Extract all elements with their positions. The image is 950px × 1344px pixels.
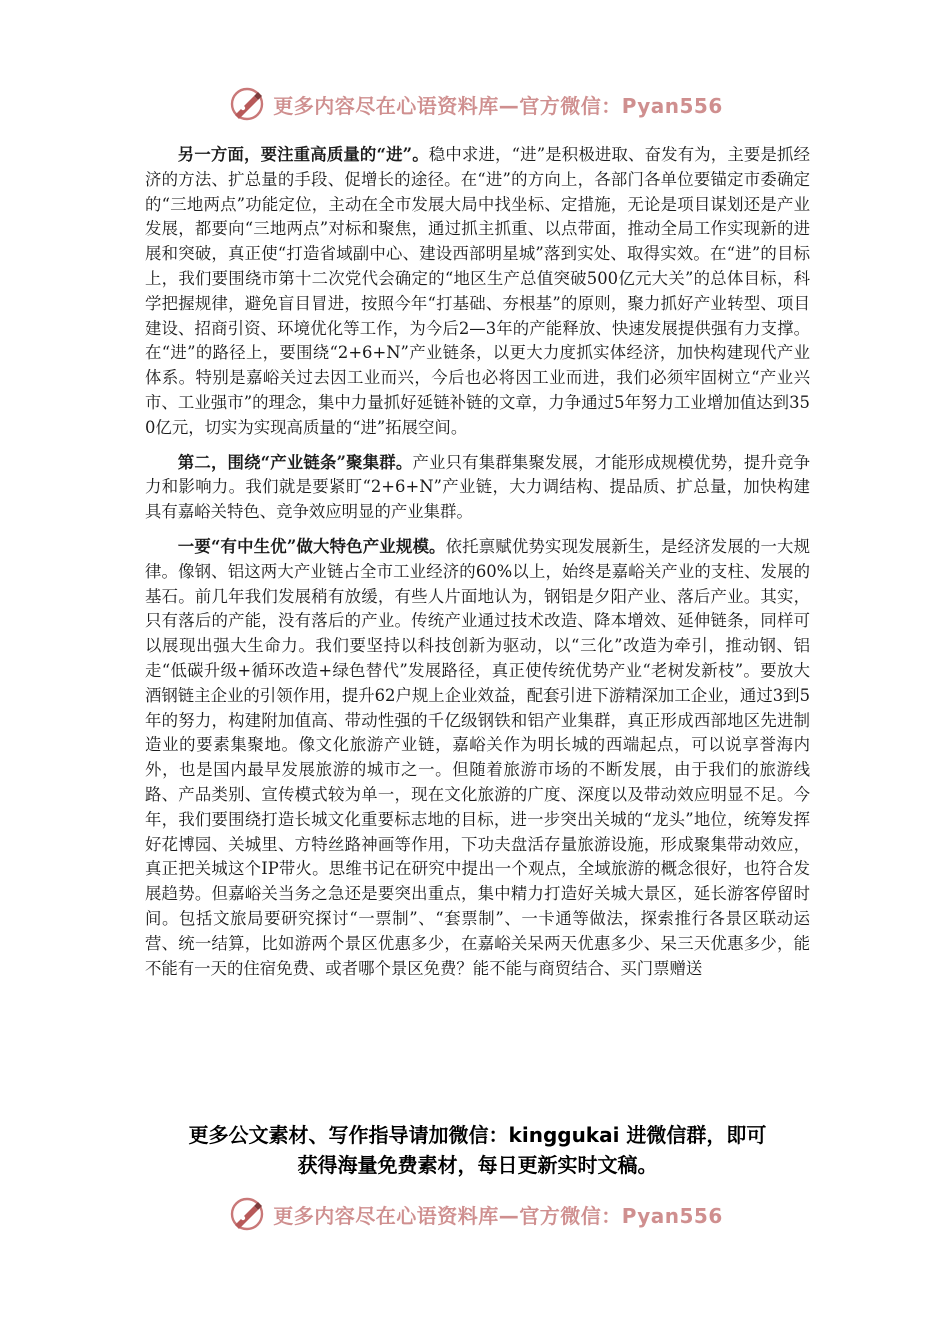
header-banner	[0, 82, 950, 126]
paragraph-2-lead: 第二，围绕“产业链条”聚集群。	[177, 452, 413, 472]
paragraph-2	[145, 451, 810, 525]
document-body	[145, 143, 810, 1117]
footer-banner-text: 更多内容尽在心语资料库—官方微信：Pyan556	[273, 1203, 723, 1228]
footer-banner	[0, 1192, 950, 1236]
paragraph-1-body: 稳中求进，“进”是积极进取、奋发有为，主要是抓经济的方法、扩总量的手段、促增长的途径。在“进”的方向上，各部门各单位要锚定市委确定的“三地两点”功能定位，主动在全市发展大局中找坐标、定措施，无论是项目谋划还是产业发展，都要向“三地两点”对标和聚焦，通过抓主抓重、以点带面，推动全局工作实现新的进展和突破，真正使“打造省域副中心、建设西部明星城”落到实处、取得实效。在“进”的目标上，我们要围绕市第十二次党代会确定的“地区生产总值突破500亿元大关”的总体目标，科学把握规律，避免盲目冒进，按照今年“打基础、夯根基”的原则，聚力抓好产业转型、项目建设、招商引资、环境优化等工作，为今后2—3年的产能释放、快速发展提供强有力支撑。在“进”的路径上，要围绕“2+6+N”产业链条，以更大力度抓实体经济，加快构建现代产业体系。特别是嘉峪关过去因工业而兴，今后也必将因工业而进，我们必须牢固树立“产业兴市、工业强市”的理念，集中力量抓好延链补链的文章，力争通过5年努力工业增加值达到350亿元，切实为实现高质量的“进”拓展空间。	[145, 145, 810, 437]
wechat-notice-line-1: 更多公文素材、写作指导请加微信：kinggukai 进微信群，即可	[188, 1123, 767, 1147]
paragraph-1-lead: 另一方面，要注重高质量的“进”。	[177, 145, 429, 164]
paragraph-3	[145, 535, 810, 981]
paragraph-3-lead: 一要“有中生优”做大特色产业规模。	[177, 536, 446, 556]
paragraph-2-body: 产业只有集群集聚发展，才能形成规模优势，提升竞争力和影响力。我们就是要紧盯“2+6+N”产业链，大力调结构、提品质、扩总量，加快构建具有嘉峪关特色、竞争效应明显的产业集群。	[145, 452, 810, 522]
pen-logo-icon	[227, 1194, 267, 1234]
header-banner-text: 更多内容尽在心语资料库—官方微信：Pyan556	[273, 93, 723, 118]
paragraph-3-body: 依托禀赋优势实现发展新生，是经济发展的一大规律。像钢、铝这两大产业链占全市工业经济的60%以上，始终是嘉峪关产业的支柱、发展的基石。前几年我们发展稍有放缓，有些人片面地认为，钢铝是夕阳产业、落后产业。其实，只有落后的产能，没有落后的产业。传统产业通过技术改造、降本增效、延伸链条，同样可以展现出强大生命力。我们要坚持以科技创新为驱动，以“三化”改造为牵引，推动钢、铝走“低碳升级+循环改造+绿色替代”发展路径，真正使传统优势产业“老树发新枝”。要放大酒钢链主企业的引领作用，提升62户规上企业效益，配套引进下游精深加工企业，通过3到5年的努力，构建附加值高、带动性强的千亿级钢铁和铝产业集群，真正形成西部地区先进制造业的要素集聚地。像文化旅游产业链，嘉峪关作为明长城的西端起点，可以说享誉海内外，也是国内最早发展旅游的城市之一。但随着旅游市场的不断发展，由于我们的旅游线路、产品类别、宣传模式较为单一，现在文化旅游的广度、深度以及带动效应明显不足。今年，我们要围绕打造长城文化重要标志地的目标，进一步突出关城的“龙头”地位，统筹发挥好花博园、关城里、方特丝路神画等作用，下功夫盘活存量旅游设施，形成聚集带动效应，真正把关城这个IP带火。思维书记在研究中提出一个观点，全域旅游的概念很好，也符合发展趋势。但嘉峪关当务之急还是要突出重点，集中精力打造好关城大景区，延长游客停留时间。包括文旅局要研究探讨“一票制”、“套票制”、一卡通等做法，探索推行各景区联动运营、统一结算，比如游两个景区优惠多少，在嘉峪关呆两天优惠多少、呆三天优惠多少，能不能有一天的住宿免费、或者哪个景区免费？能不能与商贸结合、买门票赠送	[145, 536, 810, 978]
wechat-notice-line-2: 获得海量免费素材，每日更新实时文稿。	[297, 1153, 658, 1177]
paragraph-1	[145, 143, 810, 441]
pen-logo-icon	[227, 84, 267, 124]
wechat-notice	[145, 1120, 810, 1180]
